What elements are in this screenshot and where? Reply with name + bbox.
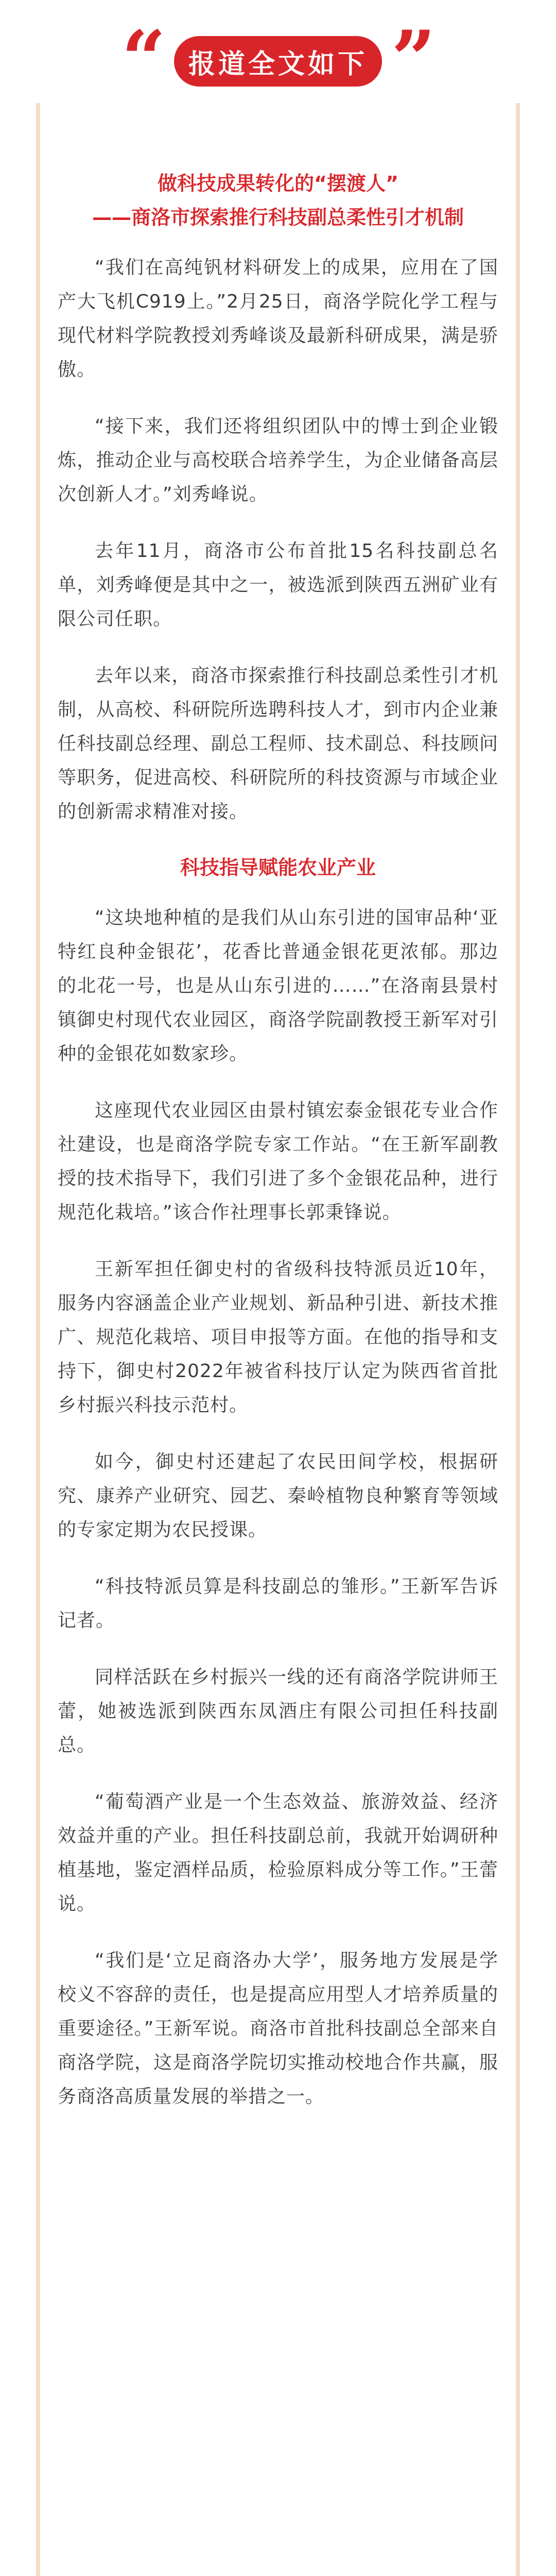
article-title: 做科技成果转化的“摆渡人” [158, 172, 398, 195]
paragraph: “接下来，我们还将组织团队中的博士到企业锻炼，推动企业与高校联合培养学生，为企业储备高层次创新人才。”刘秀峰说。 [58, 416, 498, 505]
section-heading: 科技指导赋能农业产业 [180, 856, 376, 879]
paragraph: “我们在高纯钒材料研发上的成果，应用在了国产大飞机C919上。”2月25日，商洛学院化学工程与现代材料学院教授刘秀峰谈及最新科研成果，满是骄傲。 [58, 257, 498, 380]
paragraph: 王新军担任御史村的省级科技特派员近10年，服务内容涵盖企业产业规划、新品种引进、新技术推广、规范化栽培、项目申报等方面。在他的指导和支持下，御史村2022年被省科技厅认定为陕西省首批乡村振兴科技示范村。 [58, 1259, 498, 1416]
banner-label: 报道全文如下 [174, 36, 382, 87]
paragraph: 同样活跃在乡村振兴一线的还有商洛学院讲师王蕾，她被选派到陕西东凤酒庄有限公司担任科技副总。 [58, 1667, 498, 1756]
paragraph: “科技特派员算是科技副总的雏形。”王新军告诉记者。 [58, 1576, 498, 1631]
header-banner [0, 0, 556, 111]
paragraph: 如今，御史村还建起了农民田间学校，根据研究、康养产业研究、园艺、秦岭植物良种繁育等领域的专家定期为农民授课。 [58, 1451, 498, 1540]
close-quote-mark: ” [391, 14, 436, 105]
article-subtitle: ——商洛市探索推行科技副总柔性引才机制 [92, 206, 464, 229]
paragraph: 这座现代农业园区由景村镇宏泰金银花专业合作社建设，也是商洛学院专家工作站。“在王新军副教授的技术指导下，我们引进了多个金银花品种，进行规范化栽培。”该合作社理事长郭秉锋说。 [58, 1100, 498, 1223]
article-body [58, 167, 498, 2137]
paragraph: “葡萄酒产业是一个生态效益、旅游效益、经济效益并重的产业。担任科技副总前，我就开始调研种植基地，鉴定酒样品质，检验原料成分等工作。”王蕾说。 [58, 1791, 498, 1914]
paragraph: 去年以来，商洛市探索推行科技副总柔性引才机制，从高校、科研院所选聘科技人才，到市内企业兼任科技副总经理、副总工程师、技术副总、科技顾问等职务，促进高校、科研院所的科技资源与市域企业的创新需求精准对接。 [58, 665, 498, 822]
paragraph: “我们是‘立足商洛办大学’，服务地方发展是学校义不容辞的责任，也是提高应用型人才培养质量的重要途径。”王新军说。商洛市首批科技副总全部来自商洛学院，这是商洛学院切实推动校地合作共赢，服务商洛高质量发展的举措之一。 [58, 1950, 498, 2107]
paragraph: 去年11月，商洛市公布首批15名科技副总名单，刘秀峰便是其中之一，被选派到陕西五洲矿业有限公司任职。 [58, 540, 498, 630]
open-quote-mark: “ [121, 14, 166, 105]
paragraph: “这块地种植的是我们从山东引进的国审品种‘亚特红良种金银花’，花香比普通金银花更浓郁。那边的北花一号，也是从山东引进的……”在洛南县景村镇御史村现代农业园区，商洛学院副教授王新军对引种的金银花如数家珍。 [58, 907, 498, 1064]
